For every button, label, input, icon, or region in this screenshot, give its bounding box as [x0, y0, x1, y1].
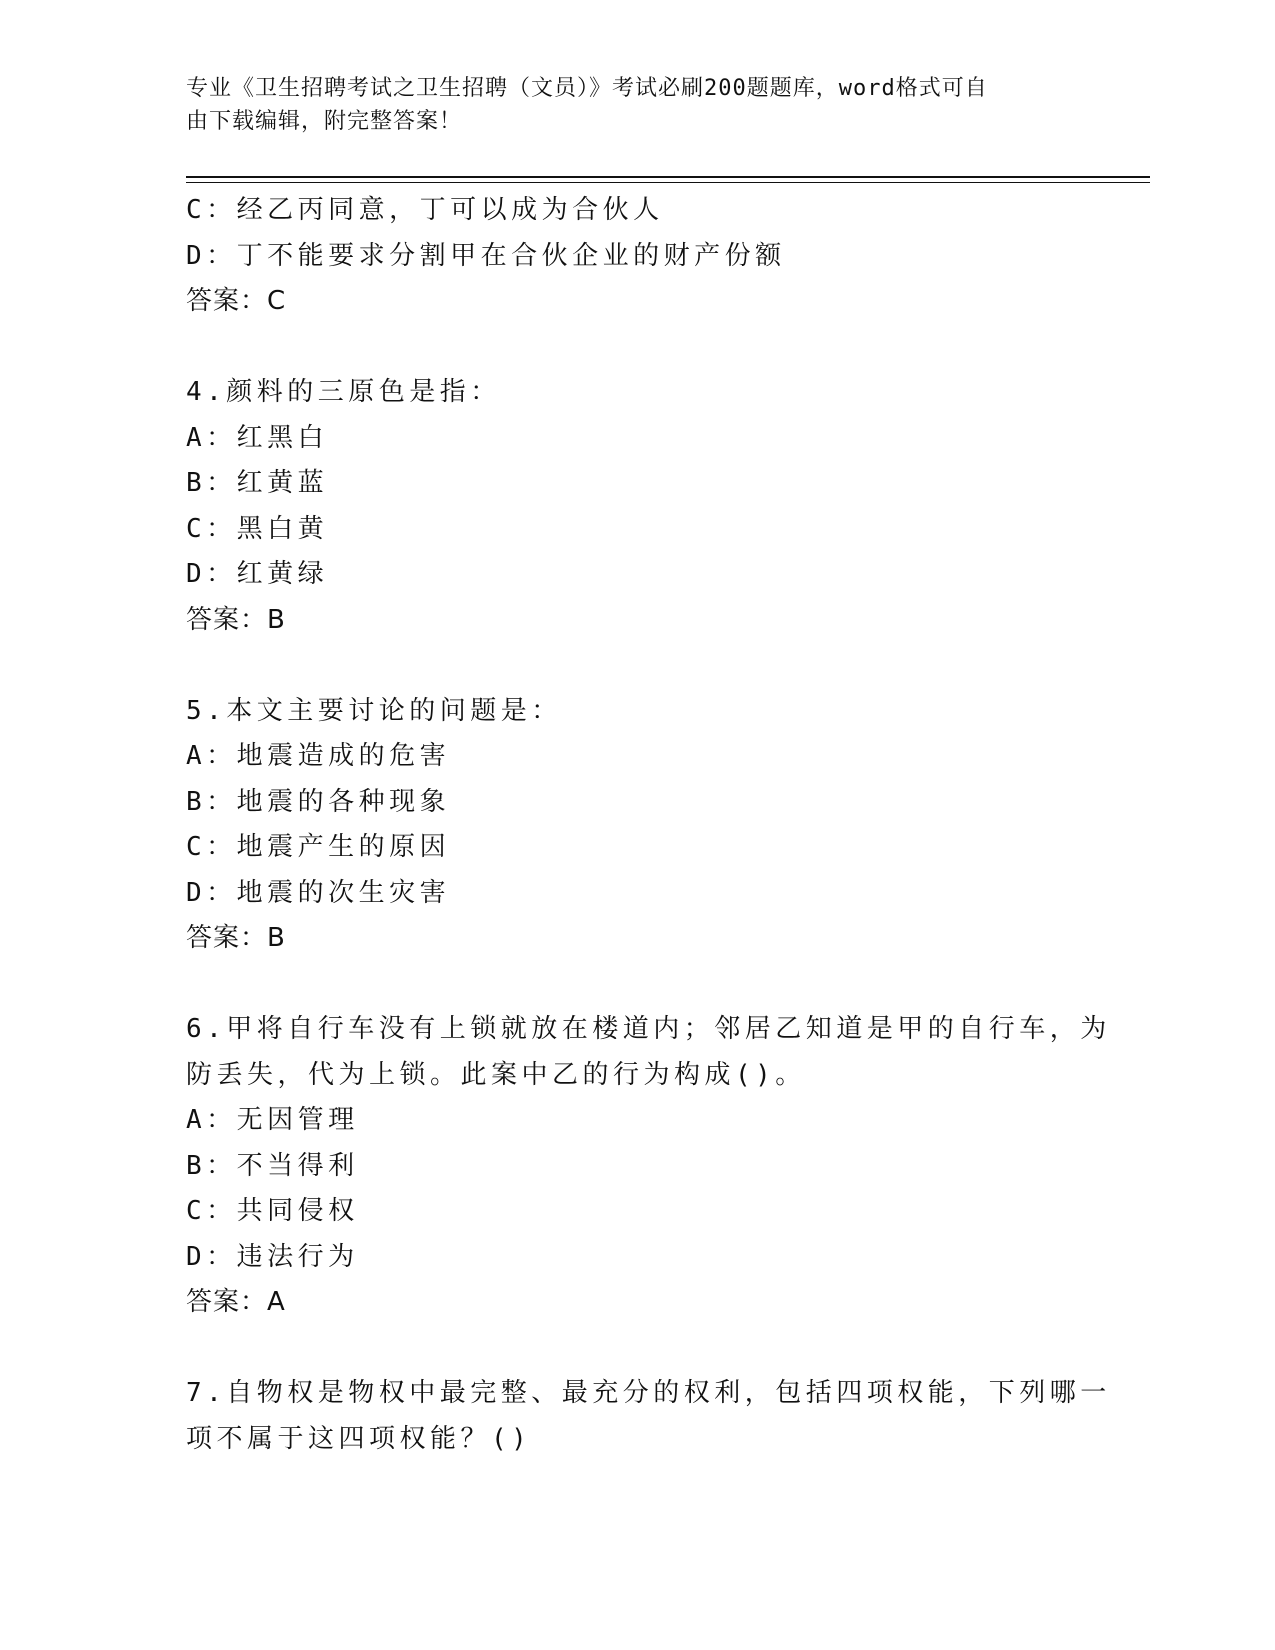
- question-5: [186, 689, 1086, 962]
- header-rule-thick: [186, 176, 1150, 178]
- option-d: D：丁不能要求分割甲在合伙企业的财产份额: [186, 240, 786, 271]
- option-c: C：地震产生的原因: [186, 832, 451, 862]
- option-a: A：红黑白: [186, 422, 329, 453]
- answer: 答案：B: [186, 604, 286, 635]
- option-b: B：红黄蓝: [186, 468, 329, 498]
- question-4: [186, 370, 1086, 643]
- question-text-line-1: 7.自物权是物权中最完整、最充分的权利，包括四项权能，下列哪一: [186, 1378, 1111, 1408]
- question-text-line-2: 防丢失，代为上锁。此案中乙的行为构成()。: [186, 1059, 806, 1090]
- option-b: B：地震的各种现象: [186, 786, 451, 817]
- option-a: A：无因管理: [186, 1105, 359, 1135]
- option-d: D：地震的次生灾害: [186, 877, 451, 908]
- option-c: C：经乙丙同意，丁可以成为合伙人: [186, 195, 664, 225]
- option-c: C：共同侵权: [186, 1196, 359, 1226]
- document-header: [186, 72, 1066, 138]
- question-text-line-1: 6.甲将自行车没有上锁就放在楼道内；邻居乙知道是甲的自行车，为: [186, 1014, 1111, 1044]
- question-text: 4.颜料的三原色是指：: [186, 377, 501, 407]
- question-text: 5.本文主要讨论的问题是：: [186, 695, 562, 726]
- option-c: C：黑白黄: [186, 513, 329, 544]
- answer: 答案：C: [186, 286, 287, 316]
- option-a: A：地震造成的危害: [186, 741, 451, 771]
- option-d: D：违法行为: [186, 1241, 359, 1272]
- question-6: [186, 1007, 1111, 1326]
- header-line-1: 专业《卫生招聘考试之卫生招聘（文员）》考试必刷200题题库，word格式可自: [186, 76, 988, 101]
- question-list: [186, 188, 1111, 1462]
- option-b: B：不当得利: [186, 1150, 359, 1181]
- answer: 答案：B: [186, 923, 286, 953]
- answer: 答案：A: [186, 1287, 286, 1317]
- header-rule-thin: [186, 182, 1150, 183]
- question-3: [186, 188, 1086, 325]
- header-line-2: 由下载编辑，附完整答案！: [186, 109, 463, 134]
- question-7: [186, 1371, 1111, 1462]
- option-d: D：红黄绿: [186, 559, 329, 589]
- question-text-line-2: 项不属于这四项权能？(): [186, 1423, 532, 1454]
